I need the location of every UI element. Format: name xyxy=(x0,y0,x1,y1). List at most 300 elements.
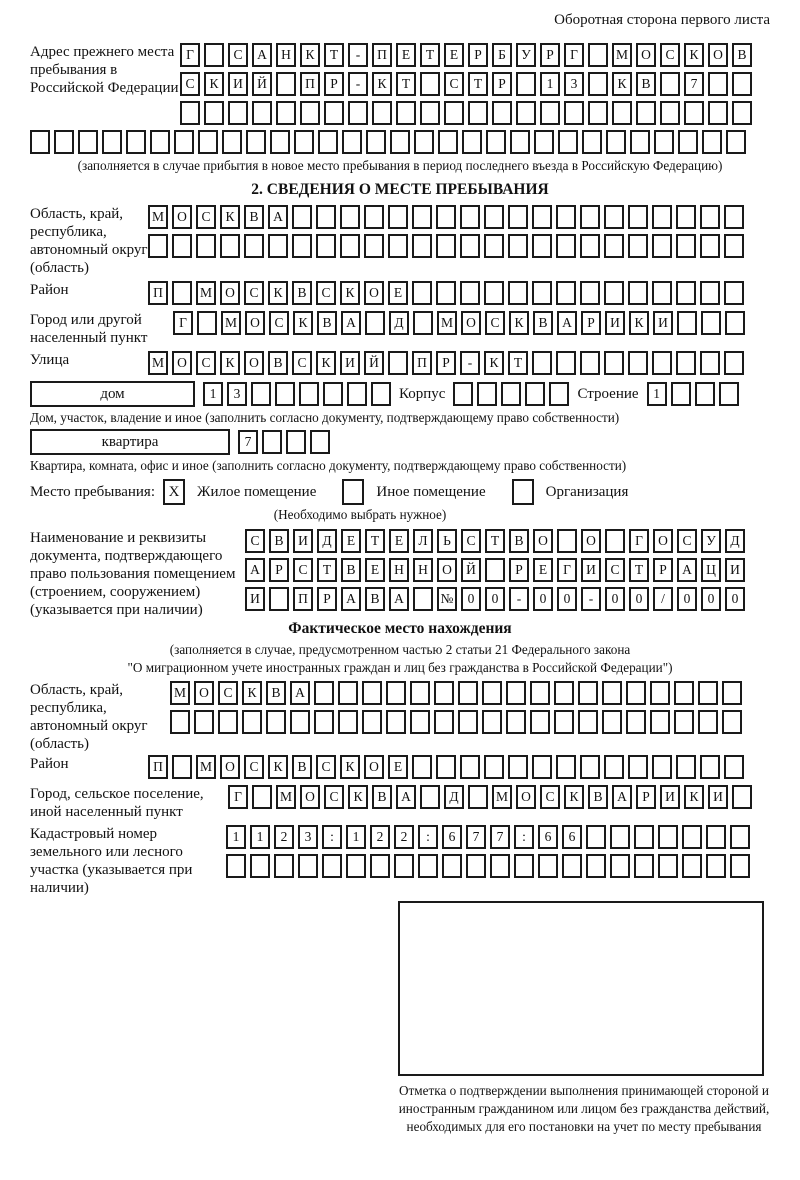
char-cell[interactable]: 7 xyxy=(490,825,510,849)
char-cell[interactable]: А xyxy=(290,681,310,705)
char-cell[interactable] xyxy=(388,351,408,375)
char-cell[interactable] xyxy=(506,710,526,734)
char-cell[interactable]: М xyxy=(437,311,457,335)
char-cell[interactable]: К xyxy=(268,281,288,305)
char-cell[interactable]: Т xyxy=(485,529,505,553)
char-cell[interactable] xyxy=(396,101,416,125)
char-cell[interactable]: Р xyxy=(540,43,560,67)
char-cell[interactable]: - xyxy=(348,72,368,96)
char-cell[interactable] xyxy=(612,101,632,125)
char-cell[interactable]: О xyxy=(244,351,264,375)
char-cell[interactable]: 0 xyxy=(533,587,553,611)
char-cell[interactable] xyxy=(628,281,648,305)
char-cell[interactable] xyxy=(268,234,288,258)
char-cell[interactable] xyxy=(220,234,240,258)
char-cell[interactable]: О xyxy=(533,529,553,553)
char-cell[interactable] xyxy=(316,234,336,258)
char-cell[interactable] xyxy=(172,234,192,258)
char-cell[interactable] xyxy=(460,205,480,229)
char-cell[interactable] xyxy=(226,854,246,878)
char-cell[interactable] xyxy=(372,101,392,125)
char-cell[interactable]: Г xyxy=(173,311,193,335)
char-cell[interactable]: О xyxy=(364,755,384,779)
char-cell[interactable] xyxy=(724,755,744,779)
char-cell[interactable]: К xyxy=(372,72,392,96)
char-cell[interactable] xyxy=(549,382,569,406)
char-cell[interactable] xyxy=(269,587,289,611)
char-cell[interactable] xyxy=(628,351,648,375)
char-cell[interactable] xyxy=(582,130,602,154)
char-cell[interactable] xyxy=(676,281,696,305)
char-cell[interactable]: Е xyxy=(388,755,408,779)
char-cell[interactable]: К xyxy=(316,351,336,375)
char-cell[interactable]: - xyxy=(460,351,480,375)
char-cell[interactable] xyxy=(556,755,576,779)
char-cell[interactable]: Т xyxy=(420,43,440,67)
char-cell[interactable] xyxy=(538,854,558,878)
char-cell[interactable] xyxy=(724,351,744,375)
char-cell[interactable] xyxy=(148,234,168,258)
char-cell[interactable]: С xyxy=(196,351,216,375)
char-cell[interactable] xyxy=(460,234,480,258)
char-cell[interactable] xyxy=(510,130,530,154)
char-cell[interactable] xyxy=(725,311,745,335)
char-cell[interactable]: 1 xyxy=(346,825,366,849)
char-cell[interactable] xyxy=(626,681,646,705)
char-cell[interactable]: 3 xyxy=(298,825,318,849)
char-cell[interactable]: С xyxy=(218,681,238,705)
char-cell[interactable] xyxy=(412,234,432,258)
char-cell[interactable]: Т xyxy=(365,529,385,553)
char-cell[interactable]: В xyxy=(269,529,289,553)
char-cell[interactable] xyxy=(674,710,694,734)
char-cell[interactable] xyxy=(436,234,456,258)
char-cell[interactable] xyxy=(386,681,406,705)
char-cell[interactable] xyxy=(197,311,217,335)
char-cell[interactable]: : xyxy=(322,825,342,849)
char-cell[interactable]: Р xyxy=(509,558,529,582)
char-cell[interactable]: И xyxy=(340,351,360,375)
char-cell[interactable] xyxy=(604,281,624,305)
char-cell[interactable] xyxy=(322,854,342,878)
char-cell[interactable]: Е xyxy=(389,529,409,553)
char-cell[interactable] xyxy=(262,430,282,454)
char-cell[interactable]: А xyxy=(341,311,361,335)
char-cell[interactable]: В xyxy=(533,311,553,335)
char-cell[interactable]: Т xyxy=(317,558,337,582)
char-cell[interactable]: М xyxy=(148,351,168,375)
char-cell[interactable] xyxy=(340,205,360,229)
char-cell[interactable] xyxy=(636,101,656,125)
char-cell[interactable] xyxy=(676,755,696,779)
char-cell[interactable]: Р xyxy=(636,785,656,809)
char-cell[interactable] xyxy=(530,710,550,734)
char-cell[interactable]: К xyxy=(220,351,240,375)
char-cell[interactable]: Ь xyxy=(437,529,457,553)
char-cell[interactable]: П xyxy=(372,43,392,67)
char-cell[interactable] xyxy=(482,710,502,734)
char-cell[interactable]: О xyxy=(220,755,240,779)
char-cell[interactable] xyxy=(150,130,170,154)
char-cell[interactable] xyxy=(602,681,622,705)
char-cell[interactable]: В xyxy=(292,755,312,779)
char-cell[interactable]: И xyxy=(228,72,248,96)
char-cell[interactable]: О xyxy=(437,558,457,582)
char-cell[interactable]: 1 xyxy=(647,382,667,406)
stay-type-checkbox-other[interactable] xyxy=(342,479,364,505)
char-cell[interactable]: А xyxy=(557,311,577,335)
char-cell[interactable]: К xyxy=(348,785,368,809)
char-cell[interactable] xyxy=(506,681,526,705)
char-cell[interactable]: М xyxy=(196,755,216,779)
char-cell[interactable] xyxy=(453,382,473,406)
char-cell[interactable]: 1 xyxy=(203,382,223,406)
char-cell[interactable]: С xyxy=(660,43,680,67)
char-cell[interactable]: 1 xyxy=(250,825,270,849)
char-cell[interactable] xyxy=(724,281,744,305)
char-cell[interactable] xyxy=(580,234,600,258)
char-cell[interactable] xyxy=(610,854,630,878)
char-cell[interactable] xyxy=(316,205,336,229)
char-cell[interactable] xyxy=(413,311,433,335)
char-cell[interactable] xyxy=(606,130,626,154)
char-cell[interactable]: П xyxy=(293,587,313,611)
char-cell[interactable] xyxy=(508,281,528,305)
char-cell[interactable] xyxy=(274,854,294,878)
char-cell[interactable] xyxy=(556,234,576,258)
char-cell[interactable]: С xyxy=(605,558,625,582)
char-cell[interactable] xyxy=(292,234,312,258)
char-cell[interactable]: П xyxy=(300,72,320,96)
char-cell[interactable] xyxy=(394,854,414,878)
char-cell[interactable]: О xyxy=(516,785,536,809)
char-cell[interactable]: Б xyxy=(492,43,512,67)
char-cell[interactable]: К xyxy=(564,785,584,809)
char-cell[interactable]: Г xyxy=(629,529,649,553)
char-cell[interactable]: Е xyxy=(365,558,385,582)
char-cell[interactable] xyxy=(298,854,318,878)
char-cell[interactable] xyxy=(346,854,366,878)
char-cell[interactable] xyxy=(370,854,390,878)
char-cell[interactable] xyxy=(294,130,314,154)
char-cell[interactable]: Т xyxy=(468,72,488,96)
char-cell[interactable] xyxy=(580,351,600,375)
char-cell[interactable] xyxy=(172,755,192,779)
char-cell[interactable] xyxy=(724,234,744,258)
char-cell[interactable] xyxy=(516,101,536,125)
char-cell[interactable]: И xyxy=(708,785,728,809)
char-cell[interactable]: С xyxy=(180,72,200,96)
char-cell[interactable] xyxy=(628,755,648,779)
char-cell[interactable]: М xyxy=(276,785,296,809)
char-cell[interactable]: Д xyxy=(725,529,745,553)
char-cell[interactable] xyxy=(371,382,391,406)
char-cell[interactable]: 6 xyxy=(442,825,462,849)
char-cell[interactable] xyxy=(678,130,698,154)
char-cell[interactable] xyxy=(410,710,430,734)
char-cell[interactable] xyxy=(323,382,343,406)
char-cell[interactable] xyxy=(660,72,680,96)
char-cell[interactable]: Е xyxy=(396,43,416,67)
char-cell[interactable]: О xyxy=(172,205,192,229)
char-cell[interactable] xyxy=(438,130,458,154)
char-cell[interactable]: Й xyxy=(252,72,272,96)
char-cell[interactable] xyxy=(299,382,319,406)
char-cell[interactable]: И xyxy=(660,785,680,809)
char-cell[interactable] xyxy=(530,681,550,705)
char-cell[interactable]: 0 xyxy=(629,587,649,611)
char-cell[interactable]: В xyxy=(266,681,286,705)
char-cell[interactable]: 0 xyxy=(485,587,505,611)
char-cell[interactable] xyxy=(414,130,434,154)
char-cell[interactable] xyxy=(484,205,504,229)
char-cell[interactable]: О xyxy=(364,281,384,305)
char-cell[interactable] xyxy=(338,710,358,734)
char-cell[interactable] xyxy=(684,101,704,125)
char-cell[interactable]: - xyxy=(509,587,529,611)
char-cell[interactable]: К xyxy=(629,311,649,335)
char-cell[interactable]: О xyxy=(172,351,192,375)
char-cell[interactable] xyxy=(412,205,432,229)
char-cell[interactable] xyxy=(700,351,720,375)
char-cell[interactable] xyxy=(658,825,678,849)
char-cell[interactable] xyxy=(677,311,697,335)
char-cell[interactable] xyxy=(660,101,680,125)
char-cell[interactable] xyxy=(418,854,438,878)
char-cell[interactable] xyxy=(420,101,440,125)
char-cell[interactable]: Т xyxy=(629,558,649,582)
char-cell[interactable]: Е xyxy=(444,43,464,67)
char-cell[interactable] xyxy=(436,281,456,305)
char-cell[interactable] xyxy=(250,854,270,878)
char-cell[interactable] xyxy=(174,130,194,154)
char-cell[interactable] xyxy=(630,130,650,154)
char-cell[interactable] xyxy=(586,825,606,849)
char-cell[interactable] xyxy=(580,755,600,779)
char-cell[interactable] xyxy=(276,72,296,96)
char-cell[interactable]: К xyxy=(293,311,313,335)
char-cell[interactable]: Г xyxy=(228,785,248,809)
char-cell[interactable] xyxy=(462,130,482,154)
char-cell[interactable]: / xyxy=(653,587,673,611)
char-cell[interactable]: К xyxy=(300,43,320,67)
char-cell[interactable]: К xyxy=(268,755,288,779)
char-cell[interactable] xyxy=(532,755,552,779)
char-cell[interactable] xyxy=(338,681,358,705)
char-cell[interactable] xyxy=(347,382,367,406)
char-cell[interactable]: О xyxy=(194,681,214,705)
char-cell[interactable] xyxy=(420,72,440,96)
char-cell[interactable] xyxy=(586,854,606,878)
char-cell[interactable]: С xyxy=(244,755,264,779)
char-cell[interactable]: И xyxy=(653,311,673,335)
char-cell[interactable] xyxy=(610,825,630,849)
char-cell[interactable]: С xyxy=(677,529,697,553)
char-cell[interactable] xyxy=(501,382,521,406)
char-cell[interactable]: 7 xyxy=(466,825,486,849)
char-cell[interactable]: К xyxy=(684,785,704,809)
char-cell[interactable]: 2 xyxy=(394,825,414,849)
char-cell[interactable] xyxy=(525,382,545,406)
char-cell[interactable] xyxy=(532,351,552,375)
char-cell[interactable] xyxy=(588,101,608,125)
char-cell[interactable] xyxy=(194,710,214,734)
char-cell[interactable] xyxy=(468,101,488,125)
char-cell[interactable]: Р xyxy=(324,72,344,96)
char-cell[interactable]: А xyxy=(396,785,416,809)
char-cell[interactable]: С xyxy=(324,785,344,809)
char-cell[interactable]: А xyxy=(252,43,272,67)
char-cell[interactable] xyxy=(310,430,330,454)
char-cell[interactable] xyxy=(682,854,702,878)
char-cell[interactable]: О xyxy=(245,311,265,335)
char-cell[interactable]: Й xyxy=(461,558,481,582)
char-cell[interactable] xyxy=(364,234,384,258)
char-cell[interactable] xyxy=(652,755,672,779)
char-cell[interactable] xyxy=(604,351,624,375)
char-cell[interactable]: В xyxy=(292,281,312,305)
char-cell[interactable] xyxy=(719,382,739,406)
char-cell[interactable]: 0 xyxy=(701,587,721,611)
char-cell[interactable]: М xyxy=(492,785,512,809)
char-cell[interactable] xyxy=(318,130,338,154)
char-cell[interactable]: - xyxy=(348,43,368,67)
char-cell[interactable] xyxy=(364,205,384,229)
char-cell[interactable]: В xyxy=(509,529,529,553)
char-cell[interactable] xyxy=(458,710,478,734)
char-cell[interactable] xyxy=(102,130,122,154)
char-cell[interactable] xyxy=(556,205,576,229)
char-cell[interactable] xyxy=(700,755,720,779)
char-cell[interactable]: М xyxy=(170,681,190,705)
char-cell[interactable] xyxy=(490,854,510,878)
char-cell[interactable] xyxy=(682,825,702,849)
char-cell[interactable] xyxy=(410,681,430,705)
char-cell[interactable] xyxy=(588,43,608,67)
char-cell[interactable]: С xyxy=(245,529,265,553)
char-cell[interactable]: : xyxy=(514,825,534,849)
char-cell[interactable] xyxy=(628,234,648,258)
char-cell[interactable] xyxy=(365,311,385,335)
char-cell[interactable] xyxy=(722,681,742,705)
char-cell[interactable] xyxy=(251,382,271,406)
char-cell[interactable] xyxy=(724,205,744,229)
char-cell[interactable]: А xyxy=(268,205,288,229)
char-cell[interactable]: 0 xyxy=(557,587,577,611)
char-cell[interactable]: Е xyxy=(341,529,361,553)
char-cell[interactable] xyxy=(362,681,382,705)
char-cell[interactable]: К xyxy=(340,281,360,305)
char-cell[interactable]: 1 xyxy=(540,72,560,96)
char-cell[interactable] xyxy=(698,710,718,734)
char-cell[interactable]: С xyxy=(196,205,216,229)
char-cell[interactable]: К xyxy=(509,311,529,335)
char-cell[interactable]: И xyxy=(293,529,313,553)
char-cell[interactable]: В xyxy=(588,785,608,809)
char-cell[interactable] xyxy=(580,281,600,305)
char-cell[interactable] xyxy=(588,72,608,96)
char-cell[interactable] xyxy=(434,681,454,705)
char-cell[interactable] xyxy=(30,130,50,154)
char-cell[interactable] xyxy=(460,281,480,305)
char-cell[interactable] xyxy=(604,234,624,258)
char-cell[interactable] xyxy=(348,101,368,125)
char-cell[interactable] xyxy=(578,681,598,705)
char-cell[interactable]: 6 xyxy=(562,825,582,849)
char-cell[interactable]: В xyxy=(317,311,337,335)
char-cell[interactable] xyxy=(726,130,746,154)
char-cell[interactable] xyxy=(300,101,320,125)
char-cell[interactable]: А xyxy=(389,587,409,611)
char-cell[interactable] xyxy=(652,351,672,375)
char-cell[interactable] xyxy=(695,382,715,406)
char-cell[interactable] xyxy=(244,234,264,258)
char-cell[interactable] xyxy=(275,382,295,406)
char-cell[interactable] xyxy=(732,101,752,125)
char-cell[interactable]: М xyxy=(612,43,632,67)
char-cell[interactable]: Л xyxy=(413,529,433,553)
char-cell[interactable]: 0 xyxy=(725,587,745,611)
char-cell[interactable]: 2 xyxy=(370,825,390,849)
char-cell[interactable]: С xyxy=(228,43,248,67)
char-cell[interactable] xyxy=(276,101,296,125)
char-cell[interactable]: О xyxy=(461,311,481,335)
char-cell[interactable] xyxy=(78,130,98,154)
char-cell[interactable] xyxy=(532,234,552,258)
char-cell[interactable] xyxy=(442,854,462,878)
char-cell[interactable] xyxy=(634,825,654,849)
char-cell[interactable] xyxy=(698,681,718,705)
char-cell[interactable]: И xyxy=(245,587,265,611)
char-cell[interactable]: 7 xyxy=(238,430,258,454)
char-cell[interactable] xyxy=(626,710,646,734)
char-cell[interactable] xyxy=(492,101,512,125)
char-cell[interactable]: П xyxy=(148,755,168,779)
char-cell[interactable] xyxy=(540,101,560,125)
char-cell[interactable] xyxy=(444,101,464,125)
char-cell[interactable]: П xyxy=(148,281,168,305)
char-cell[interactable]: 0 xyxy=(677,587,697,611)
char-cell[interactable]: - xyxy=(581,587,601,611)
char-cell[interactable] xyxy=(477,382,497,406)
char-cell[interactable] xyxy=(605,529,625,553)
char-cell[interactable] xyxy=(388,234,408,258)
char-cell[interactable] xyxy=(412,281,432,305)
char-cell[interactable] xyxy=(54,130,74,154)
char-cell[interactable] xyxy=(671,382,691,406)
char-cell[interactable] xyxy=(730,854,750,878)
char-cell[interactable]: К xyxy=(684,43,704,67)
char-cell[interactable]: У xyxy=(516,43,536,67)
char-cell[interactable] xyxy=(242,710,262,734)
char-cell[interactable] xyxy=(290,710,310,734)
char-cell[interactable] xyxy=(466,854,486,878)
char-cell[interactable] xyxy=(514,854,534,878)
char-cell[interactable] xyxy=(508,205,528,229)
char-cell[interactable]: М xyxy=(148,205,168,229)
char-cell[interactable]: П xyxy=(412,351,432,375)
char-cell[interactable] xyxy=(362,710,382,734)
char-cell[interactable]: С xyxy=(540,785,560,809)
char-cell[interactable]: С xyxy=(292,351,312,375)
char-cell[interactable]: Т xyxy=(508,351,528,375)
char-cell[interactable] xyxy=(340,234,360,258)
char-cell[interactable]: Н xyxy=(389,558,409,582)
char-cell[interactable]: У xyxy=(701,529,721,553)
char-cell[interactable] xyxy=(270,130,290,154)
char-cell[interactable]: В xyxy=(268,351,288,375)
char-cell[interactable] xyxy=(484,755,504,779)
